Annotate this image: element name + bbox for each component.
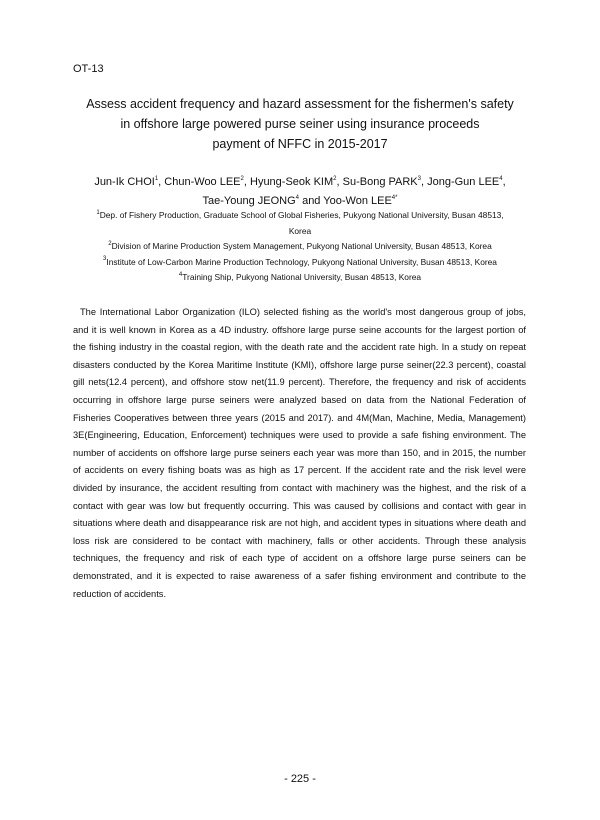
affiliation-line — [60, 270, 540, 286]
affiliation-continuation: Korea — [288, 225, 312, 236]
author-separator: , — [420, 176, 428, 188]
author-affiliation-mark: 1 — [154, 175, 159, 182]
affiliation-list — [60, 208, 540, 286]
page-number: - 225 - — [284, 773, 316, 785]
author-affiliation-mark: 4* — [391, 194, 398, 201]
author-separator: , — [502, 176, 506, 188]
title-line: in offshore large powered purse seiner using insurance proceeds — [120, 117, 480, 131]
affiliation-line — [60, 239, 540, 255]
affiliation-line — [60, 208, 540, 224]
affiliation-mark: 2 — [108, 240, 112, 247]
abstract-paragraph: The International Labor Organization (ILO) selected fishing as the world's most dangerous group of jobs, and it is well known in Korea as a 4D industry. offshore large purse seine accounts for the largest portion of the fishing industry in the coastal region, with the death rate and the accident rate high. In a study on repeat disasters conducted by the Korea Maritime Institute (KMI), offshore large purse seiner(22.3 percent), coastal gill nets(12.4 percent), and offshore stow net(11.9 percent). Therefore, the frequency and risk of accidents occurring in offshore large purse seiners were analyzed based on data from the National Federation of Fisheries Cooperatives between three years (2015 and 2017). and 4M(Man, Machine, Media, Management) 3E(Engineering, Education, Enforcement) techniques were used to provide a safe fishing environment. The number of accidents on offshore large purse seiners each year was more than 150, and in 2015, the number of accidents on every fishing boats was as high as 17 percent. If the accident rate and the risk level were divided by insurance, the accident resulting from contact with machinery was the highest, and the risk of a contact with gear was low but frequently occurring. This was caused by collisions and contact with gear in situations where death and disappearance risk are not high, and accident types in situations where death and loss risk are considered to be contact with machinery, falls or other accidents. Through these analysis techniques, the frequency and risk of each type of accident on a offshore large purse seiners can be demonstrated, and it is expected to raise awareness of a safer fishing environment and contribute to the reduction of accidents. — [73, 307, 526, 599]
author-affiliation-mark: 2 — [333, 175, 337, 182]
affiliation-text: Division of Marine Production System Management, Pukyong National University, Busan 48513, Korea — [111, 241, 492, 251]
author-affiliation-mark: 4 — [295, 194, 300, 201]
author-name: Jong-Gun LEE — [427, 176, 500, 188]
author-name: Yoo-Won LEE — [323, 195, 392, 207]
author-affiliation-mark: 4 — [499, 175, 503, 182]
affiliation-text: Training Ship, Pukyong National University, Busan 48513, Korea — [182, 272, 422, 282]
author-name: Chun-Woo LEE — [164, 176, 241, 188]
author-separator: , — [336, 176, 343, 188]
author-list — [60, 173, 540, 211]
paper-code: OT-13 — [73, 63, 104, 75]
author-name: Su-Bong PARK — [342, 176, 418, 188]
affiliation-text: Institute of Low-Carbon Marine Production Technology, Pukyong National University, Busan 48513, Korea — [106, 256, 497, 267]
paper-title — [60, 94, 540, 154]
affiliation-text: Dep. of Fishery Production, Graduate School of Global Fisheries, Pukyong National University, Busan 48513, — [99, 210, 504, 220]
affiliation-mark: 1 — [96, 209, 100, 216]
author-affiliation-mark: 2 — [240, 175, 244, 182]
title-line: Assess accident frequency and hazard assessment for the fishermen's safety — [86, 97, 514, 111]
author-line — [60, 173, 540, 192]
author-name: Hyung-Seok KIM — [250, 176, 334, 188]
author-affiliation-mark: 3 — [417, 175, 421, 182]
author-separator: , — [158, 176, 165, 188]
author-name: Tae-Young JEONG — [202, 195, 296, 207]
author-separator: and — [299, 195, 324, 207]
affiliation-mark: 4 — [178, 271, 183, 278]
author-separator: , — [243, 176, 250, 188]
affiliation-line — [60, 255, 540, 271]
affiliation-mark: 3 — [103, 256, 107, 263]
title-line: payment of NFFC in 2015-2017 — [212, 137, 388, 151]
author-name: Jun-Ik CHOI — [94, 176, 155, 188]
